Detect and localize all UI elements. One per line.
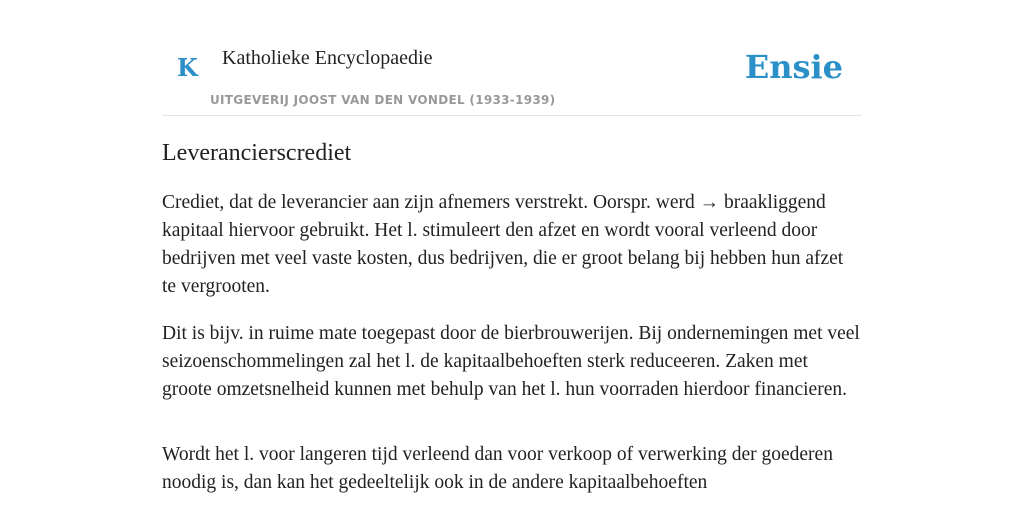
article-paragraph-3: Wordt het l. voor langeren tijd verleend dan voor verkoop of verwerking der goederen noodig is, dan kan het gedeeltelijk ook in de andere kapitaalbehoeften [162,444,833,494]
ensie-brand-link[interactable]: Ensie [744,48,843,86]
site-subtitle: UITGEVERIJ JOOST VAN DEN VONDEL (1933-1939) [210,93,556,107]
article-content [162,138,862,512]
paragraph-1-text-start: Crediet, dat de leverancier aan zijn afnemers verstrekt. Oorspr. werd [162,192,700,214]
site-title: Katholieke Encyclopaedie [222,47,433,69]
site-header [162,0,862,116]
cross-reference-arrow-link[interactable]: → [699,192,720,214]
logo-k-link[interactable]: K [177,53,198,82]
paragraph-1-text-end: braakliggend kapitaal hiervoor gebruikt. Het l. stimuleert den afzet en wordt vooral verleend door bedrijven met veel vaste kosten, dus bedrijven, die er groot belang bij hebben hun afzet te vergrooten. [162,192,844,298]
article-paragraph-1 [162,189,862,301]
article-paragraph-2: Dit is bijv. in ruime mate toegepast door de bierbrouwerijen. Bij ondernemingen met veel seizoenschommelingen zal het l. de kapitaalbehoeften sterk reduceeren. Zaken met groote omzetsnelheid kunnen met behulp van het l. hun voorraden hierdoor financieren. [162,323,860,401]
article-title: Leverancierscrediet [162,140,352,166]
